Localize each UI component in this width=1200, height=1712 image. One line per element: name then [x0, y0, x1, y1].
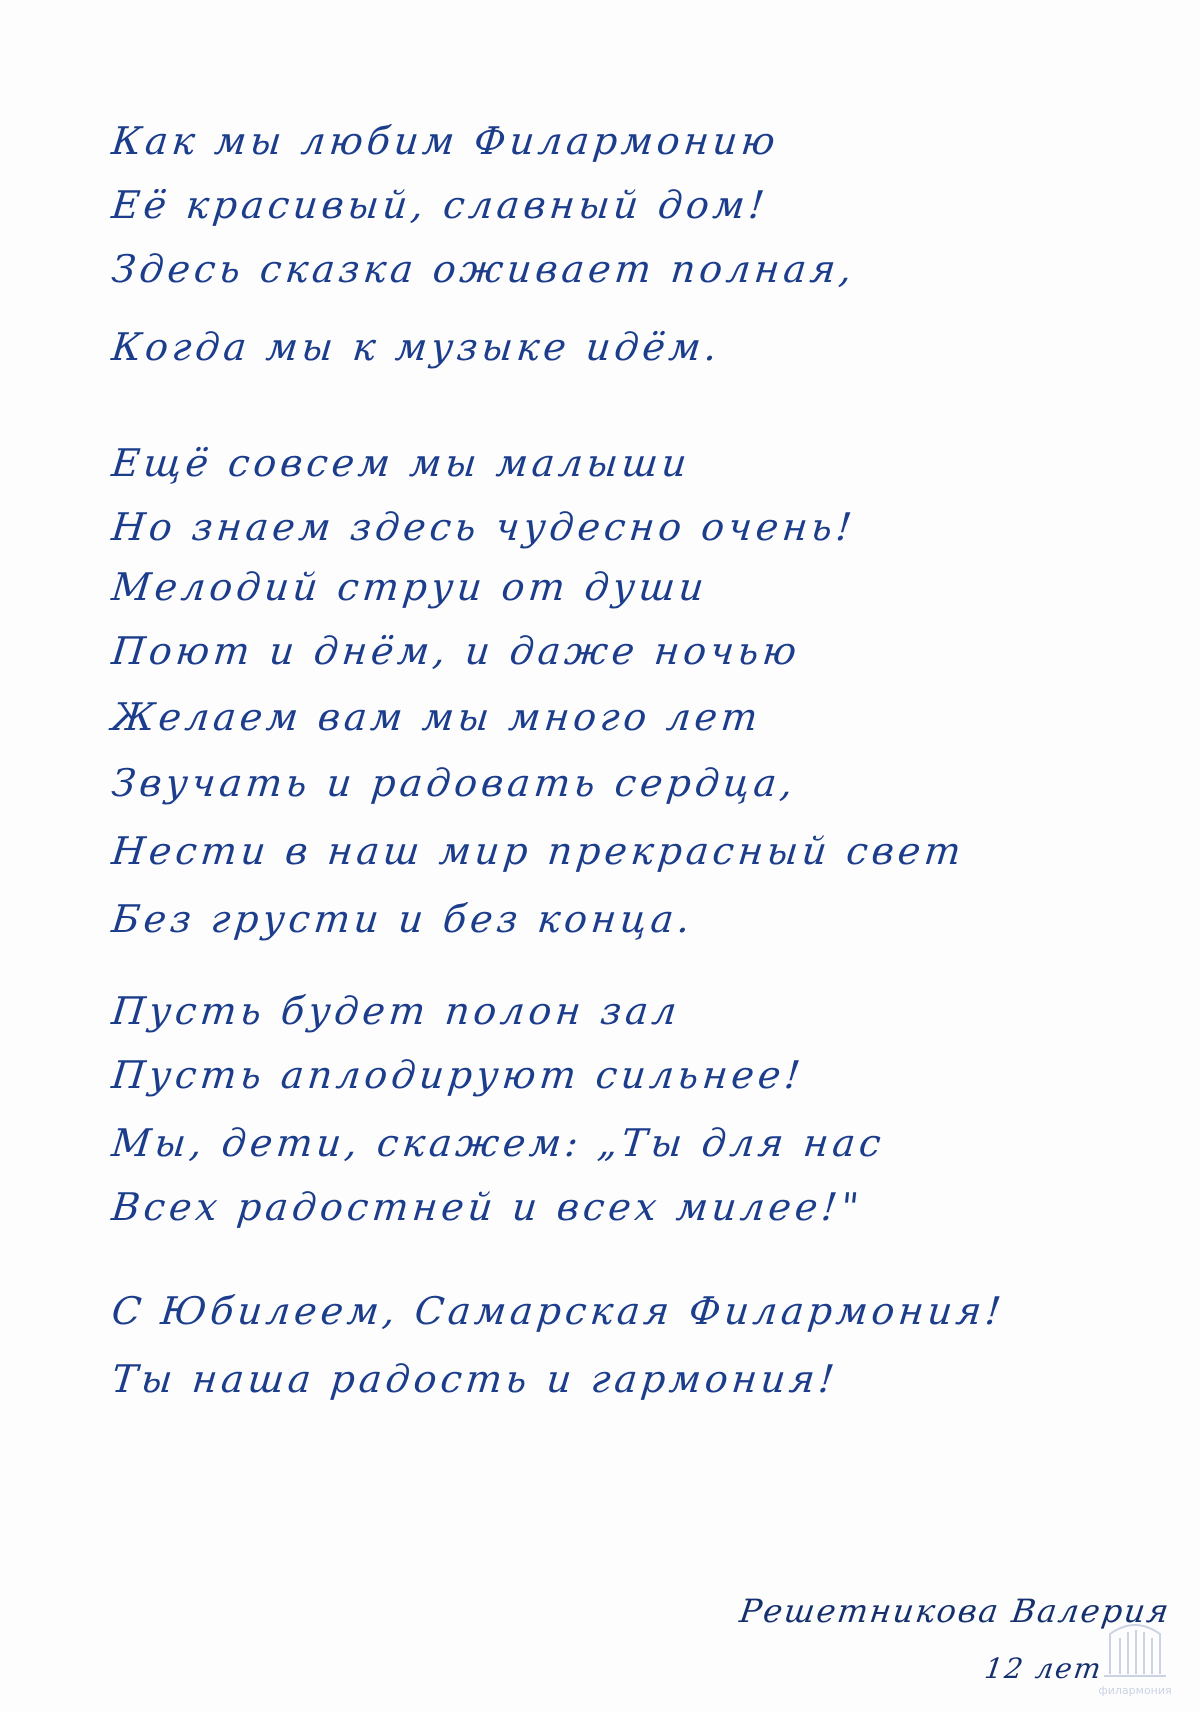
signature-age: 12 лет	[982, 1652, 1105, 1685]
poem-line: Без грусти и без конца.	[109, 897, 696, 941]
poem-line: Нести в наш мир прекрасный свет	[109, 829, 967, 873]
poem-line: Здесь сказка оживает полная,	[109, 247, 858, 291]
poem-line: Как мы любим Филармонию	[109, 119, 782, 163]
watermark-text: филармония	[1098, 1684, 1172, 1697]
poem-line: Мы, дети, скажем: „Ты для нас	[109, 1121, 887, 1165]
signature-name: Решетникова Валерия	[737, 1592, 1173, 1630]
poem-line: Звучать и радовать сердца,	[109, 761, 799, 805]
poem-line: Желаем вам мы много лет	[109, 695, 764, 739]
philharmonic-logo-watermark	[1080, 1614, 1190, 1704]
poem-line: Поют и днём, и даже ночью	[109, 629, 803, 673]
poem-line: Но знаем здесь чудесно очень!	[109, 505, 858, 549]
poem-line: Ещё совсем мы малыши	[109, 441, 693, 485]
closing-line: С Юбилеем, Самарская Филармония!	[109, 1289, 1007, 1333]
closing-line: Ты наша радость и гармония!	[109, 1357, 841, 1401]
poem-line: Пусть аплодируют сильнее!	[109, 1053, 807, 1097]
poem-line: Пусть будет полон зал	[109, 989, 683, 1033]
poem-line: Всех радостней и всех милее!"	[109, 1185, 865, 1229]
poem-line: Когда мы к музыке идём.	[109, 325, 724, 369]
poem-line: Мелодий струи от души	[109, 565, 710, 609]
poem-line: Её красивый, славный дом!	[109, 183, 771, 227]
